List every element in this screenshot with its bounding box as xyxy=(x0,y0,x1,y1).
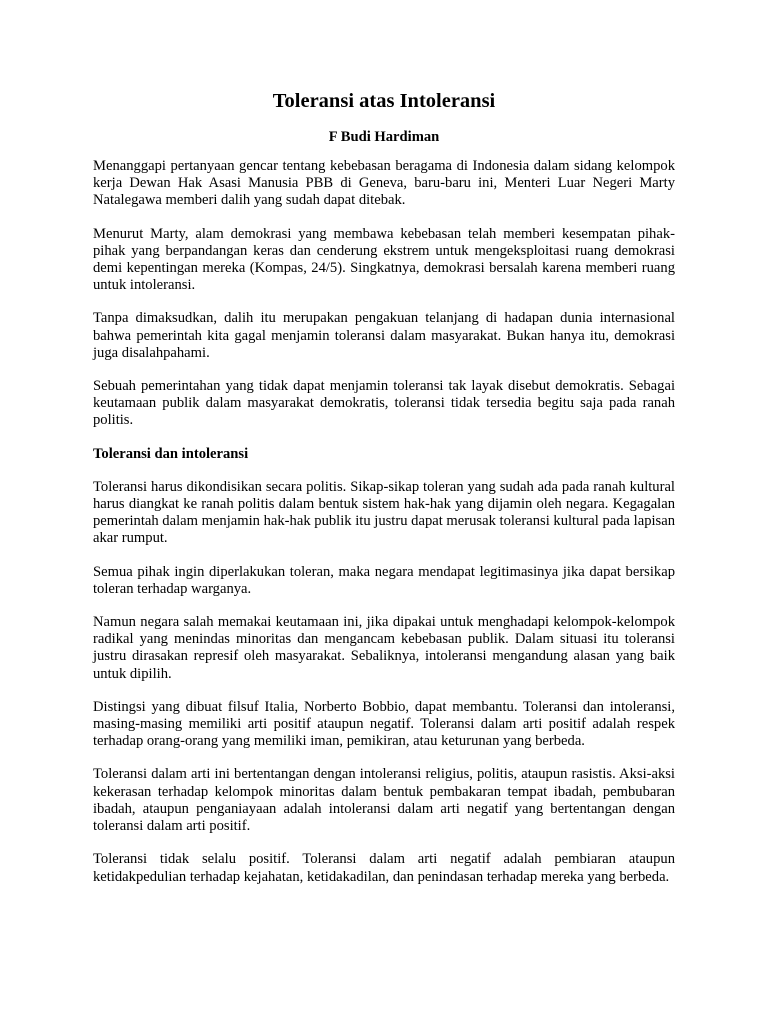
paragraph: Menurut Marty, alam demokrasi yang membawa kebebasan telah memberi kesempatan pihak-pihak yang berpandangan keras dan cenderung ekstrem untuk mengeksploitasi ruang demokrasi demi kepentingan mereka (Kompas, 24/5). Singkatnya, demokrasi bersalah karena memberi ruang untuk intoleransi. xyxy=(93,225,675,294)
paragraph: Tanpa dimaksudkan, dalih itu merupakan pengakuan telanjang di hadapan dunia internasional bahwa pemerintah kita gagal menjamin toleransi dalam masyarakat. Bukan hanya itu, demokrasi juga disalahpahami. xyxy=(93,310,675,361)
paragraph: Menanggapi pertanyaan gencar tentang kebebasan beragama di Indonesia dalam sidang kelompok kerja Dewan Hak Asasi Manusia PBB di Geneva, baru-baru ini, Menteri Luar Negeri Marty Natalegawa memberi dalih yang sudah dapat ditebak. xyxy=(93,158,675,209)
document-author: F Budi Hardiman xyxy=(328,129,440,145)
paragraph: Namun negara salah memakai keutamaan ini, jika dipakai untuk menghadapi kelompok-kelompok radikal yang menindas minoritas dan mengancam kebebasan publik. Dalam situasi itu toleransi justru dirasakan represif oleh masyarakat. Sebaliknya, intoleransi mengandung alasan yang baik untuk dipilih. xyxy=(93,614,675,682)
document-title: Toleransi atas Intoleransi xyxy=(272,90,496,112)
paragraph: Semua pihak ingin diperlakukan toleran, maka negara mendapat legitimasinya jika dapat bersikap toleran terhadap warganya. xyxy=(93,563,675,597)
section-heading: Toleransi dan intoleransi xyxy=(93,445,249,462)
paragraph: Toleransi tidak selalu positif. Toleransi dalam arti negatif adalah pembiaran ataupun ketidakpedulian terhadap kejahatan, ketidakadilan, dan penindasan terhadap mereka yang berbeda. xyxy=(93,851,675,885)
paragraph: Sebuah pemerintahan yang tidak dapat menjamin toleransi tak layak disebut demokratis. Sebagai keutamaan publik dalam masyarakat demokratis, toleransi tidak tersedia begitu saja pada ranah politis. xyxy=(93,378,675,429)
paragraph: Toleransi dalam arti ini bertentangan dengan intoleransi religius, politis, ataupun rasistis. Aksi-aksi kekerasan terhadap kelompok minoritas dalam bentuk pembakaran tempat ibadah, pembubaran ibadah, ataupun penganiayaan adalah intoleransi dalam arti negatif yang bertentangan dengan toleransi dalam arti positif. xyxy=(93,766,675,835)
paragraph: Toleransi harus dikondisikan secara politis. Sikap-sikap toleran yang sudah ada pada ranah kultural harus diangkat ke ranah politis dalam bentuk sistem hak-hak yang dijamin oleh negara. Kegagalan pemerintah dalam menjamin hak-hak publik itu justru dapat merusak toleransi kultural pada lapisan akar rumput. xyxy=(93,478,675,547)
paragraph: Distingsi yang dibuat filsuf Italia, Norberto Bobbio, dapat membantu. Toleransi dan intoleransi, masing-masing memiliki arti positif ataupun negatif. Toleransi dalam arti positif adalah respek terhadap orang-orang yang memiliki iman, pemikiran, atau keturunan yang berbeda. xyxy=(93,698,675,750)
document-page xyxy=(93,88,675,902)
